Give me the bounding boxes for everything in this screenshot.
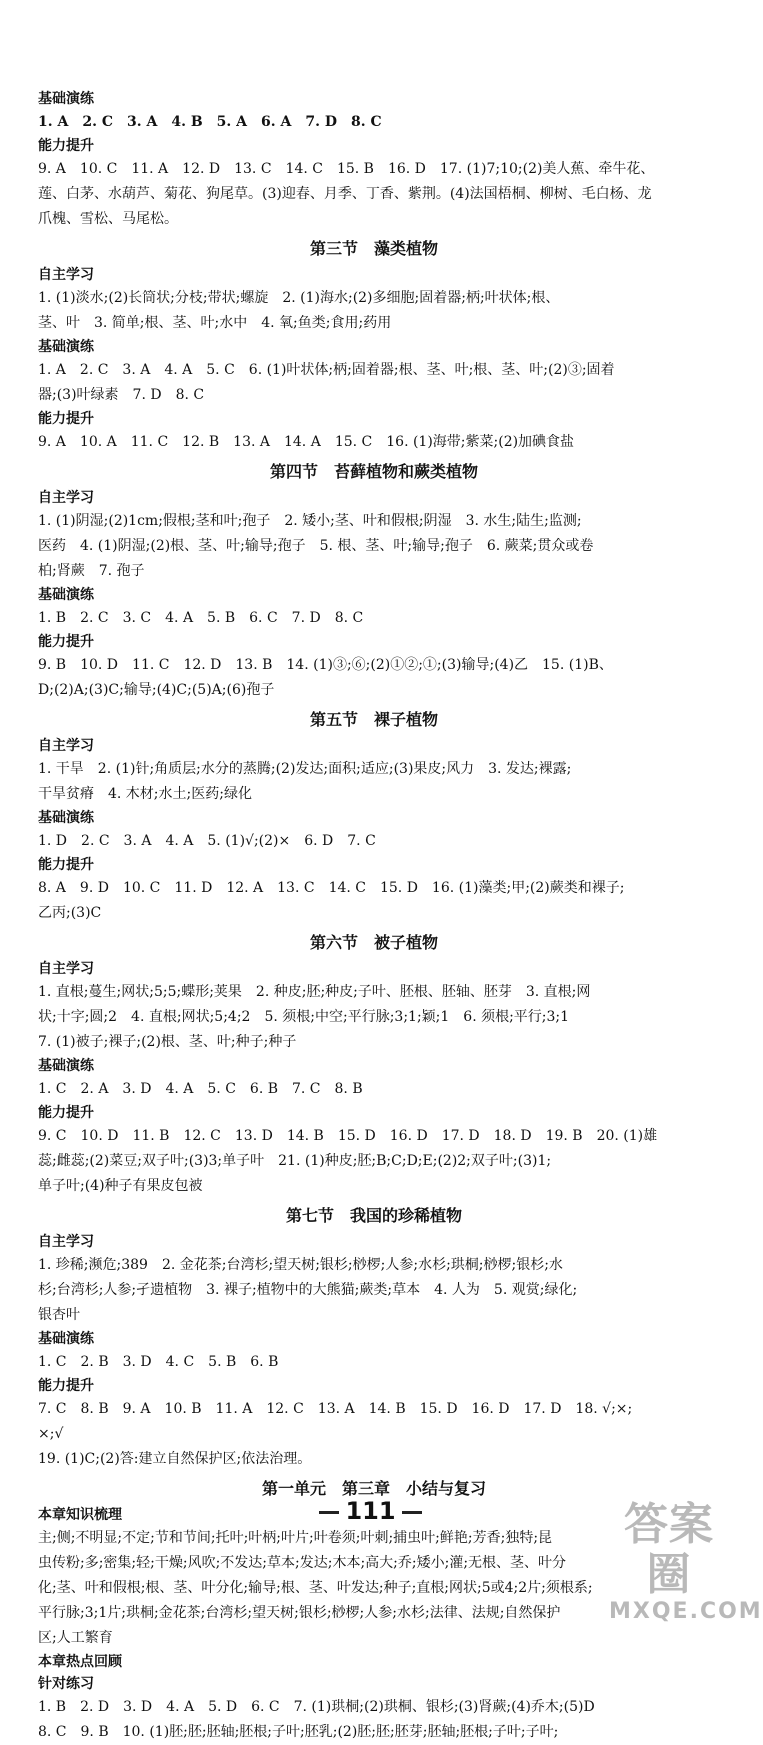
- answer-line: 干旱贫瘠 4. 木材;水土;医药;绿化: [38, 786, 252, 802]
- answer-line: 器;(3)叶绿素 7. D 8. C: [38, 387, 205, 403]
- section-label: 自主学习: [38, 1234, 94, 1250]
- watermark-top: 答案圈: [624, 1499, 714, 1600]
- section-label: 能力提升: [38, 411, 94, 427]
- section-heading: 第四节 苔藓植物和蕨类植物: [269, 462, 478, 481]
- answer-line: 乙丙;(3)C: [38, 905, 102, 921]
- answer-line: 1. (1)阴湿;(2)1cm;假根;茎和叶;孢子 2. 矮小;茎、叶和假根;阴湿 3. 水生;陆生;监测;: [38, 513, 582, 529]
- section-label: 自主学习: [38, 267, 94, 283]
- section-label: 能力提升: [38, 634, 94, 650]
- section-label: 基础演练: [38, 339, 94, 355]
- section-label: 本章热点回顾: [38, 1654, 122, 1670]
- answer-line: 杉;台湾杉;人参;孑遗植物 3. 裸子;植物中的大熊猫;蕨类;草本 4. 人为 5. 观赏;绿化;: [38, 1282, 578, 1298]
- section-label: 针对练习: [38, 1676, 94, 1692]
- answer-line: 平行脉;3;1片;珙桐;金花茶;台湾杉;望天树;银杉;桫椤;人参;水杉;法律、法规;自然保护: [38, 1605, 561, 1621]
- section-label: 自主学习: [38, 961, 94, 977]
- answer-line: 19. (1)C;(2)答:建立自然保护区;依法治理。: [38, 1451, 312, 1467]
- answer-line: 7. (1)被子;裸子;(2)根、茎、叶;种子;种子: [38, 1034, 297, 1050]
- page-number-dash-left: [319, 1511, 339, 1514]
- answer-line: 1. A 2. C 3. A 4. B 5. A 6. A 7. D 8. C: [38, 114, 382, 130]
- answer-line: 9. A 10. C 11. A 12. D 13. C 14. C 15. B 16. D 17. (1)7;10;(2)美人蕉、牵牛花、: [38, 161, 655, 177]
- answer-line: 1. B 2. D 3. D 4. A 5. D 6. C 7. (1)珙桐;(2)珙桐、银杉;(3)肾蕨;(4)乔木;(5)D: [38, 1699, 595, 1715]
- answer-line: 1. 珍稀;濒危;389 2. 金花茶;台湾杉;望天树;银杉;桫椤;人参;水杉;珙桐;桫椤;银杉;水: [38, 1257, 563, 1273]
- watermark-logo: [609, 1499, 763, 1624]
- section-heading: 第五节 裸子植物: [309, 710, 438, 729]
- watermark-bottom: MXQE.COM: [609, 1599, 763, 1624]
- answer-line: 柏;肾蕨 7. 孢子: [38, 563, 145, 579]
- answer-line: 1. C 2. A 3. D 4. A 5. C 6. B 7. C 8. B: [38, 1081, 363, 1097]
- answer-line: 7. C 8. B 9. A 10. B 11. A 12. C 13. A 14. B 15. D 16. D 17. D 18. √;×;: [38, 1401, 633, 1417]
- answer-line: 医药 4. (1)阴湿;(2)根、茎、叶;输导;孢子 5. 根、茎、叶;输导;孢子 6. 蕨菜;贯众或卷: [38, 538, 594, 554]
- section-label: 基础演练: [38, 1058, 94, 1074]
- answer-line: 化;茎、叶和假根;根、茎、叶分化;输导;根、茎、叶发达;种子;直根;网状;5或4;2片;须根系;: [38, 1580, 593, 1596]
- section-label: 本章知识梳理: [38, 1507, 122, 1523]
- answer-line: 蕊;雌蕊;(2)菜豆;双子叶;(3)3;单子叶 21. (1)种皮;胚;B;C;D;E;(2)2;双子叶;(3)1;: [38, 1153, 552, 1169]
- section-label: 能力提升: [38, 1105, 94, 1121]
- answer-line: 8. C 9. B 10. (1)胚;胚;胚轴;胚根;子叶;胚乳;(2)胚;胚;胚芽;胚轴;胚根;子叶;子叶;: [38, 1724, 559, 1740]
- answer-line: 1. (1)淡水;(2)长筒状;分枝;带状;螺旋 2. (1)海水;(2)多细胞;固着器;柄;叶状体;根、: [38, 290, 560, 306]
- answer-line: 银杏叶: [38, 1307, 80, 1323]
- section-label: 能力提升: [38, 857, 94, 873]
- answer-line: 虫传粉;多;密集;轻;干燥;风吹;不发达;草本;发达;木本;高大;乔;矮小;灌;无根、茎、叶分: [38, 1555, 567, 1571]
- answer-line: 主;侧;不明显;不定;节和节间;托叶;叶柄;叶片;叶卷须;叶刺;捕虫叶;鲜艳;芳香;独特;昆: [38, 1530, 553, 1546]
- answer-line: D;(2)A;(3)C;输导;(4)C;(5)A;(6)孢子: [38, 682, 275, 698]
- section-label: 基础演练: [38, 810, 94, 826]
- answer-line: 1. D 2. C 3. A 4. A 5. (1)√;(2)× 6. D 7. C: [38, 833, 376, 849]
- answer-line: 9. A 10. A 11. C 12. B 13. A 14. A 15. C 16. (1)海带;紫菜;(2)加碘食盐: [38, 434, 575, 450]
- answer-line: 莲、白茅、水葫芦、菊花、狗尾草。(3)迎春、月季、丁香、紫荆。(4)法国梧桐、柳树、毛白杨、龙: [38, 186, 652, 202]
- section-heading: 第三节 藻类植物: [309, 239, 438, 258]
- answer-line: ×;√: [38, 1426, 64, 1442]
- answer-line: 9. B 10. D 11. C 12. D 13. B 14. (1)③;⑥;(2)①②;①;(3)输导;(4)乙 15. (1)B、: [38, 657, 613, 673]
- page-number-text: 111: [345, 1497, 396, 1525]
- answer-line: 8. A 9. D 10. C 11. D 12. A 13. C 14. C 15. D 16. (1)藻类;甲;(2)蕨类和裸子;: [38, 880, 625, 896]
- section-label: 自主学习: [38, 738, 94, 754]
- section-label: 基础演练: [38, 1331, 94, 1347]
- answer-line: 状;十字;圆;2 4. 直根;网状;5;4;2 5. 须根;中空;平行脉;3;1;颖;1 6. 须根;平行;3;1: [38, 1009, 570, 1025]
- section-label: 基础演练: [38, 91, 94, 107]
- page-number-dash-right: [402, 1511, 422, 1514]
- section-label: 基础演练: [38, 587, 94, 603]
- answer-line: 1. A 2. C 3. A 4. A 5. C 6. (1)叶状体;柄;固着器;根、茎、叶;根、茎、叶;(2)③;固着: [38, 362, 615, 378]
- answer-line: 区;人工繁育: [38, 1630, 113, 1646]
- answer-line: 茎、叶 3. 简单;根、茎、叶;水中 4. 氧;鱼类;食用;药用: [38, 315, 392, 331]
- section-heading: 第七节 我国的珍稀植物: [285, 1206, 462, 1225]
- section-label: 自主学习: [38, 490, 94, 506]
- section-label: 能力提升: [38, 1378, 94, 1394]
- answer-line: 1. 直根;蔓生;网状;5;5;蝶形;荚果 2. 种皮;胚;种皮;子叶、胚根、胚轴、胚芽 3. 直根;网: [38, 984, 591, 1000]
- section-heading: 第一单元 第三章 小结与复习: [261, 1479, 486, 1498]
- answer-line: 爪槐、雪松、马尾松。: [38, 211, 178, 227]
- answer-line: 1. C 2. B 3. D 4. C 5. B 6. B: [38, 1354, 279, 1370]
- section-heading: 第六节 被子植物: [309, 933, 438, 952]
- answer-line: 单子叶;(4)种子有果皮包被: [38, 1178, 203, 1194]
- answer-line: 1. 干旱 2. (1)针;角质层;水分的蒸腾;(2)发达;面积;适应;(3)果皮;风力 3. 发达;裸露;: [38, 761, 572, 777]
- section-label: 能力提升: [38, 138, 94, 154]
- answer-line: 9. C 10. D 11. B 12. C 13. D 14. B 15. D 16. D 17. D 18. D 19. B 20. (1)雄: [38, 1128, 658, 1144]
- answer-line: 1. B 2. C 3. C 4. A 5. B 6. C 7. D 8. C: [38, 610, 364, 626]
